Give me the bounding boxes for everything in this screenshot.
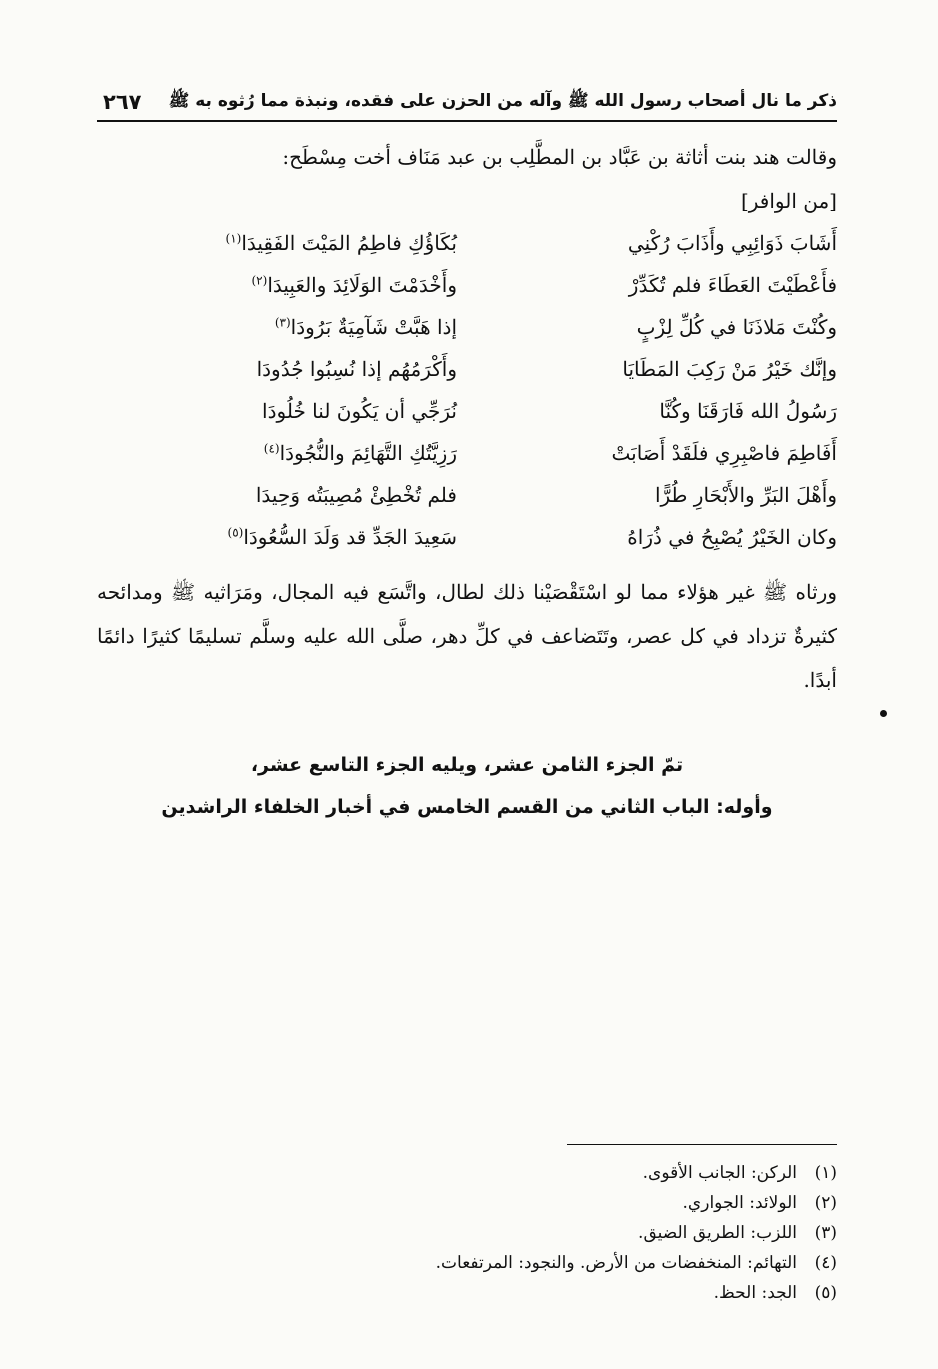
verse [97, 306, 837, 348]
poem [97, 222, 837, 558]
verse-second-hemistich: بُكَاؤُكِ فاطِمُ المَيْتَ الفَقِيدَا$^{(١)}$ [225, 231, 457, 255]
footnote-text: الركن: الجانب الأقوى. [642, 1163, 797, 1183]
footnote-ref: (٢) [251, 273, 268, 288]
footnote-number: (١) [814, 1163, 837, 1183]
verse-first-hemistich: وأَهْلَ البَرِّ والأَبْحَارِ طُرًّا [654, 483, 837, 507]
volume-end-note [97, 744, 837, 828]
footnote-separator [567, 1144, 837, 1145]
footnote [97, 1248, 837, 1278]
verse-first-hemistich: وكان الخَيْرُ يُصْبِحُ في ذُرَاهُ [627, 525, 837, 549]
chapter-title: ذكر ما نال أصحاب رسول الله ﷺ وآله من الحزن على فقده، ونبذة مما رُثوه به ﷺ [168, 90, 837, 111]
footnote-ref: (٣) [274, 315, 291, 330]
footnote-number: (٢) [814, 1193, 837, 1213]
verse-second-hemistich: فلم تُخْطِئْ مُصِيبَتُه وَحِيدَا [255, 483, 457, 507]
footnote-ref: (٥) [227, 525, 244, 540]
footnote [97, 1278, 837, 1308]
footnotes [97, 1158, 837, 1308]
footnote-text: الولائد: الجواري. [682, 1193, 797, 1213]
page-number: ٢٦٧ [103, 90, 142, 114]
footnote [97, 1188, 837, 1218]
footnote [97, 1158, 837, 1188]
poem-introduction [97, 138, 837, 220]
closing-paragraph: ورثاه ﷺ غير هؤلاء مما لو اسْتَقْصَيْنا ذلك لطال، واتَّسَع فيه المجال، ومَرَاثيه ﷺ ومدائحه كثيرةٌ تزداد في كل عصر، وتَتَضاعف في كلِّ دهر، صلَّى الله عليه وسلَّم تسليمًا كثيرًا دائمًا أبدًا. [97, 580, 837, 692]
verse-first-hemistich: أَشَابَ ذَوَائِبِي وأَذَابَ رُكْنِي [627, 231, 837, 255]
verse-first-hemistich: أَفَاطِمَ فاصْبِرِي فلَقَدْ أَصَابَتْ [611, 441, 837, 465]
verse-second-hemistich: وأَكْرَمُهُم إذا نُسِبُوا جُدُودَا [256, 357, 457, 381]
verse [97, 390, 837, 432]
footnote-ref: (٤) [263, 441, 280, 456]
verse-second-hemistich: رَزِيَّتُكِ التَّهَائِمَ والنُّجُودَا$^{(٤)}$ [263, 441, 457, 465]
footnote-number: (٥) [814, 1283, 837, 1303]
verse-second-hemistich: وأَخْدَمْتَ الوَلَائِدَ والعَبِيدَا$^{(٢)}$ [251, 273, 457, 297]
verse-second-hemistich: إذا هَبَّتْ شَآمِيَةٌ بَرُودَا$^{(٣)}$ [274, 315, 457, 339]
verse-first-hemistich: وإنَّك خَيْرُ مَنْ رَكِبَ المَطَايَا [622, 357, 837, 381]
footnote-ref: (١) [225, 231, 242, 246]
verse [97, 222, 837, 264]
footnote-number: (٣) [814, 1223, 837, 1243]
verse-second-hemistich: نُرَجِّي أن يَكُونَ لنا خُلُودَا [262, 399, 457, 423]
footnote [97, 1218, 837, 1248]
intro-text: وقالت هند بنت أثاثة بن عَبَّاد بن المطَّلِب بن عبد مَنَاف أخت مِسْطَح: [282, 145, 837, 169]
end-line-2: وأوله: الباب الثاني من القسم الخامس في أخبار الخلفاء الراشدين [161, 796, 773, 818]
margin-dot [880, 710, 887, 717]
footnote-number: (٤) [814, 1253, 837, 1273]
verse [97, 432, 837, 474]
verse-second-hemistich: سَعِيدَ الجَدِّ قد وَلَدَ السُّعُودَا$^{(٥)}$ [227, 525, 457, 549]
footnote-text: الجد: الحظ. [713, 1283, 797, 1303]
poetic-meter: [من الوافر] [740, 189, 837, 213]
footnote-text: اللزب: الطريق الضيق. [638, 1223, 797, 1243]
verse-first-hemistich: رَسُولُ الله فَارَقَنَا وكُنَّا [659, 399, 837, 423]
verse-first-hemistich: وكُنْتَ مَلاذَنَا في كُلِّ لِزْبٍ [636, 315, 837, 339]
verse [97, 264, 837, 306]
verse [97, 516, 837, 558]
running-header [97, 84, 837, 122]
verse [97, 474, 837, 516]
end-line-1: تمّ الجزء الثامن عشر، ويليه الجزء التاسع عشر، [250, 754, 684, 776]
verse [97, 348, 837, 390]
footnote-text: التهائم: المنخفضات من الأرض. والنجود: المرتفعات. [435, 1253, 797, 1273]
verse-first-hemistich: فأَعْطَيْتَ العَطَاءَ فلم تُكَدِّرْ [628, 273, 837, 297]
